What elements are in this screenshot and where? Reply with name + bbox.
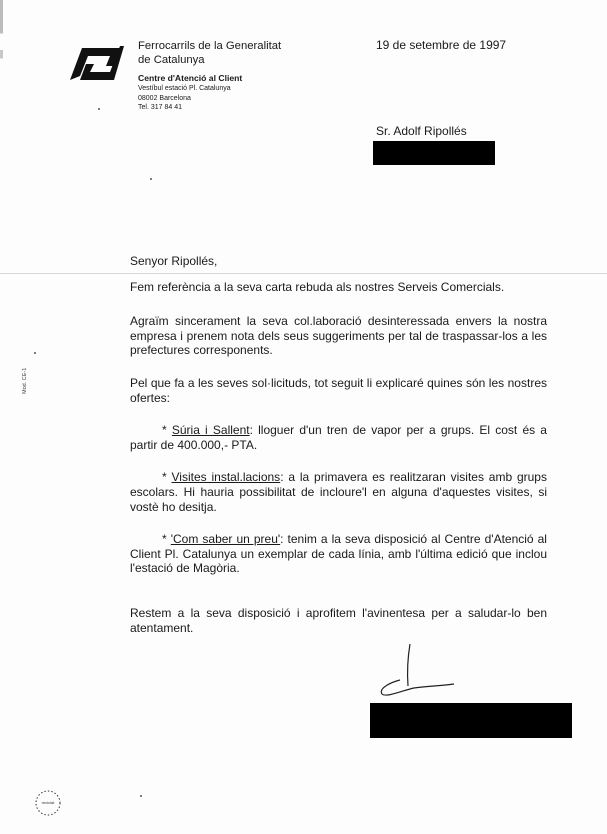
closing-paragraph: Restem a la seva disposició i aprofitem l'avinentesa per a saludar-lo ben atentament.	[130, 605, 547, 635]
paragraph: Agraïm sincerament la seva col.laboració desinteressada envers la nostra empresa i prenem nota dels seus suggeriments per tal de traspassar-los a les prefectures corresponents.	[130, 314, 547, 358]
offer-text: : lloguer d'un tren de vapor per a grups. El cost és a partir de 400.000,- PTA.	[130, 423, 547, 452]
address-line: 08002 Barcelona	[138, 94, 191, 102]
scan-edge	[0, 0, 3, 834]
salutation: Senyor Ripollés,	[130, 254, 218, 268]
letter-date: 19 de setembre de 1997	[376, 38, 507, 52]
offer-title: Visites instal.lacions	[171, 470, 281, 485]
signature-icon	[374, 642, 474, 702]
scan-speck	[34, 352, 36, 354]
offer-title: 'Com saber un preu'	[170, 532, 281, 547]
paragraph: Pel que fa a les seves sol·licituds, tot seguit li explicaré quines són les nostres ofertes:	[130, 375, 547, 405]
redaction-bar	[370, 703, 572, 738]
offer-text: : a la primavera es realitzaran visites amb grups escolars. Hi hauria possibilitat de incloure'l en alguna d'aquestes visites, si vostè ho desitja.	[130, 470, 547, 514]
scan-speck	[150, 178, 152, 180]
scan-speck	[140, 795, 142, 797]
letter-body	[130, 254, 547, 653]
form-code: Mod. CE-1	[22, 367, 28, 394]
organization-name	[138, 39, 281, 67]
org-line: Ferrocarrils de la Generalitat	[138, 40, 282, 52]
scan-speck	[98, 108, 100, 110]
stamp-text: reciclat	[41, 800, 55, 805]
offer-item: * Súria i Sallent: lloguer d'un tren de vapor per a grups. El cost és a partir de 400.000,- PTA.	[130, 423, 547, 452]
department-name: Centre d'Atenció al Client	[138, 73, 243, 83]
paragraph: Fem referència a la seva carta rebuda als nostres Serveis Comercials.	[130, 279, 505, 294]
recipient-name: Sr. Adolf Ripollés	[376, 124, 467, 138]
fgc-logo-icon	[66, 42, 124, 82]
org-line: de Catalunya	[138, 54, 205, 66]
offer-item: * 'Com saber un preu': tenim a la seva disposició al Centre d'Atenció al Client Pl. Catalunya un exemplar de cada línia, amb l'última edició que inclou l'estació de Magòria.	[130, 532, 547, 576]
offer-text: : tenim a la seva disposició al Centre d'Atenció al Client Pl. Catalunya un exemplar de cada línia, amb l'última edició que inclou l'estació de Magòria.	[130, 532, 547, 576]
address-block	[138, 84, 231, 113]
address-line: Vestíbul estació Pl. Catalunya	[138, 85, 231, 92]
redaction-bar	[373, 141, 495, 165]
offer-item: * Visites instal.lacions: a la primavera es realitzaran visites amb grups escolars. Hi hauria possibilitat de incloure'l en alguna d'aquestes visites, si vostè ho desitja.	[130, 470, 547, 514]
offer-title: Súria i Sallent	[171, 423, 250, 438]
address-line: Tel. 317 84 41	[138, 104, 182, 111]
